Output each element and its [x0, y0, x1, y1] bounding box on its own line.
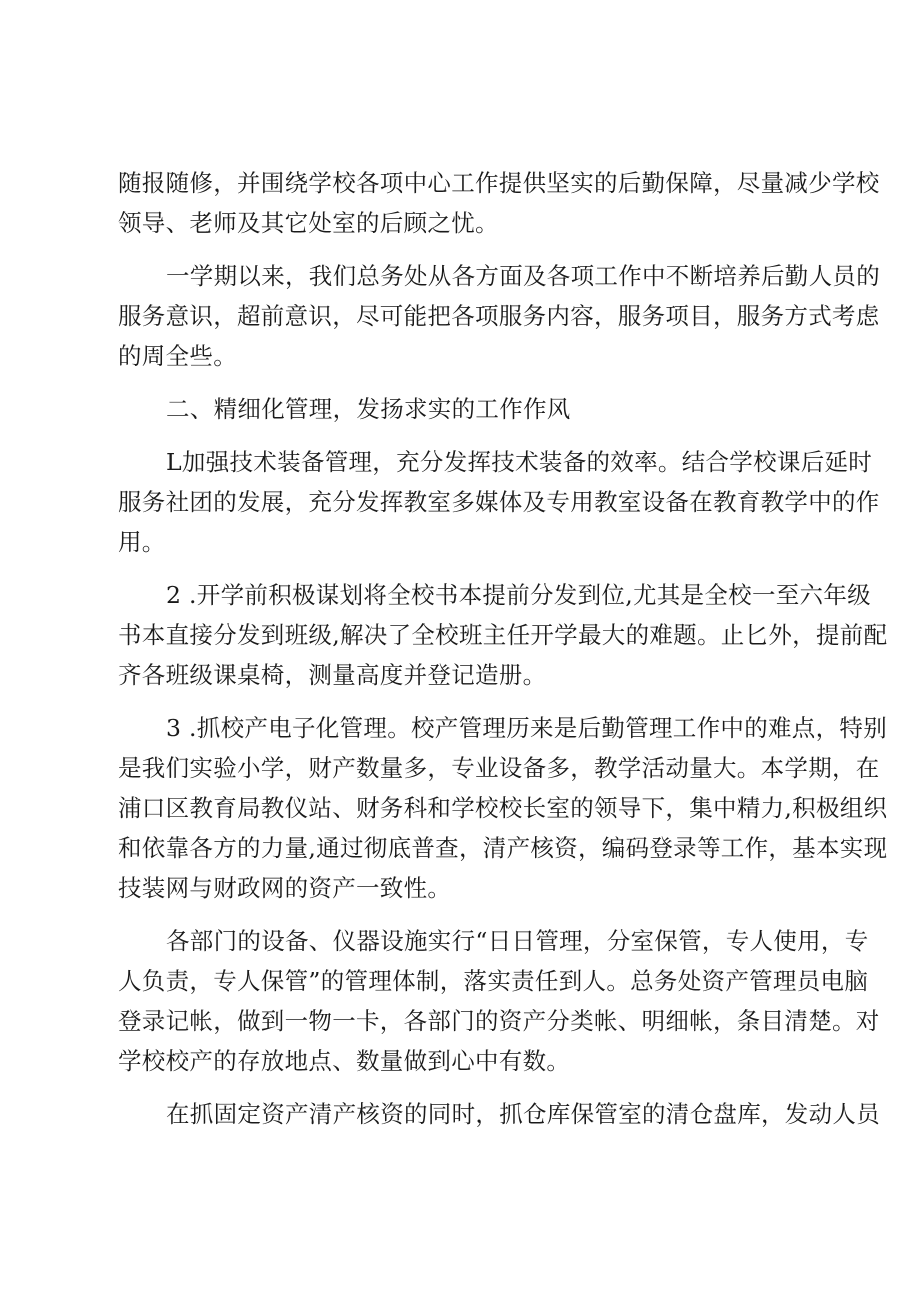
text-line: 服务意识，超前意识，尽可能把各项服务内容，服务项目，服务方式考虑: [118, 302, 880, 330]
text-line: 在抓固定资产清产核资的同时，抓仓库保管室的清仓盘库，发动人员: [166, 1100, 880, 1128]
text-line: 学校校产的存放地点、数量做到心中有数。: [118, 1047, 571, 1075]
text-line: 人负责，专人保管”的管理体制，落实责任到人。总务处资产管理员电脑: [118, 967, 869, 995]
text-line: 技装网与财政网的资产一致性。: [118, 874, 452, 902]
text-line: 随报随修，并围绕学校各项中心工作提供坚实的后勤保障，尽量减少学校: [118, 169, 880, 197]
text-line: 用。: [118, 528, 166, 556]
text-line: 的周全些。: [118, 342, 237, 370]
paragraph: [118, 256, 880, 376]
text-line: 是我们实验小学，财产数量多，专业设备多，教学活动量大。本学期，在: [118, 754, 880, 782]
text-line: 浦口区教育局教仪站、财务科和学校校长室的领导下，集中精力,积极组织: [118, 794, 888, 822]
heading-line: 二、精细化管理，发扬求实的工作作风: [166, 395, 571, 423]
text-line: 服务社团的发展，充分发挥教室多媒体及专用教室设备在教育教学中的作: [118, 488, 880, 516]
text-line: 领导、老师及其它处室的后顾之忧。: [118, 209, 499, 237]
text-line: 3 .抓校产电子化管理。校产管理历来是后勤管理工作中的难点，特别: [166, 714, 887, 742]
paragraph: [118, 1094, 880, 1134]
text-line: 和依靠各方的力量,通过彻底普查，清产核资，编码登录等工作，基本实现: [118, 834, 888, 862]
text-line: 一学期以来，我们总务处从各方面及各项工作中不断培养后勤人员的: [166, 262, 880, 290]
paragraph: [118, 163, 880, 243]
section-heading: [118, 389, 820, 429]
text-line: L加强技术装备管理，充分发挥技术装备的效率。结合学校课后延时: [166, 448, 873, 476]
text-line: 2 .开学前积极谋划将全校书本提前分发到位,尤其是全校一至六年级: [166, 581, 871, 609]
text-line: 齐各班级课桌椅，测量高度并登记造册。: [118, 661, 547, 689]
paragraph: [118, 708, 888, 908]
text-line: 登录记帐，做到一物一卡，各部门的资产分类帐、明细帐，条目清楚。对: [118, 1007, 880, 1035]
paragraph: [118, 575, 888, 695]
paragraph: [118, 442, 880, 562]
text-line: 各部门的设备、仪器设施实行“日日管理，分室保管，专人使用，专: [166, 927, 869, 955]
text-line: 书本直接分发到班级,解决了全校班主任开学最大的难题。止匕外，提前配: [118, 621, 888, 649]
paragraph: [118, 921, 880, 1081]
